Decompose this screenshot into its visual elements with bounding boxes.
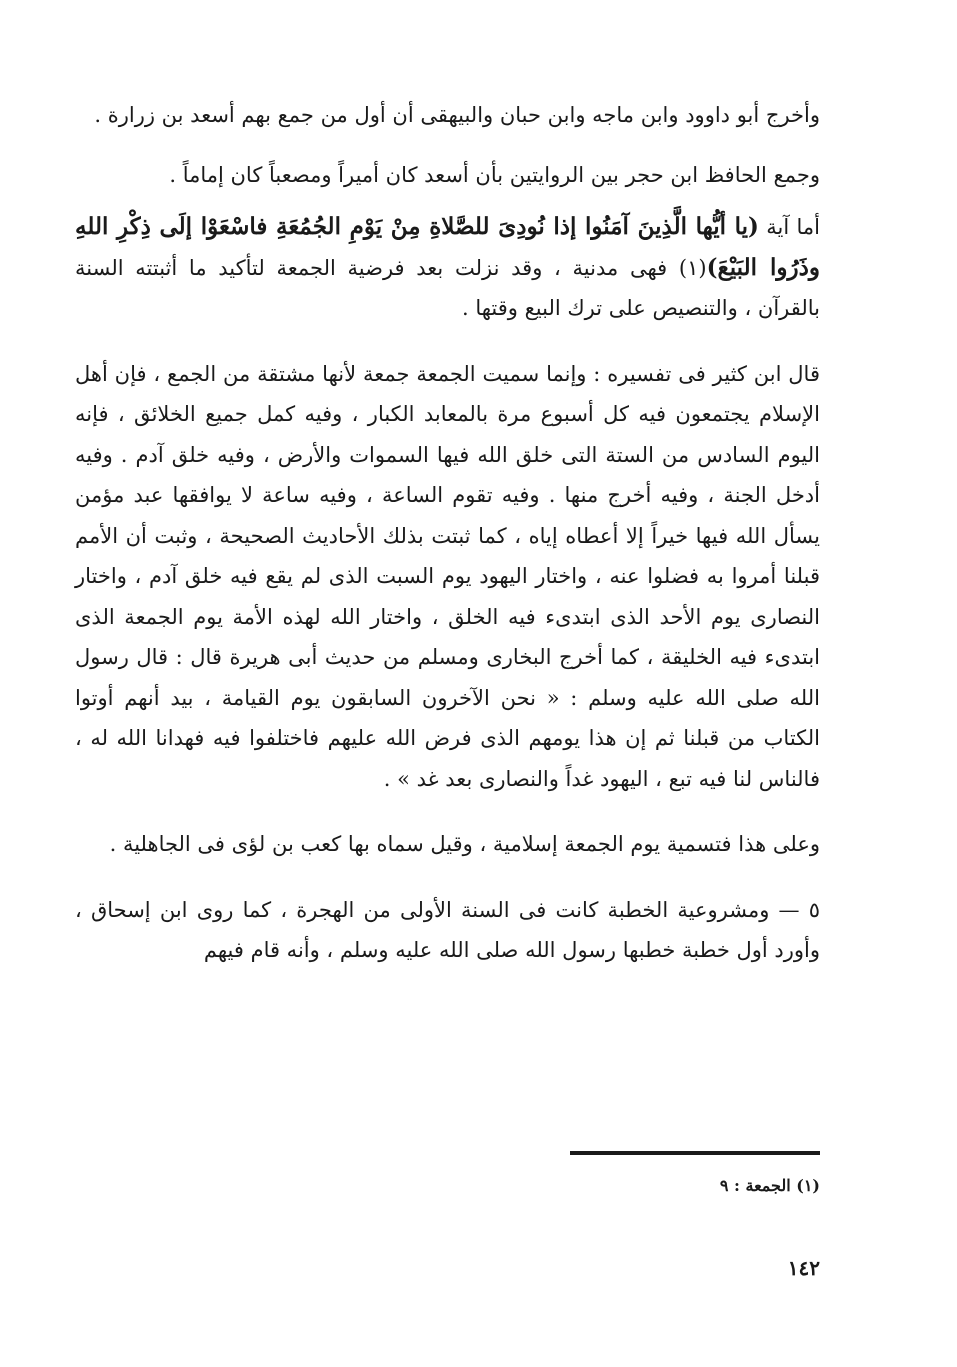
paragraph-sermon-legislation: ٥ — ومشروعية الخطبة كانت فى السنة الأولى من الهجرة ، كما روى ابن إسحاق ، وأورد أول خطبة خطبها رسول الله صلى الله عليه وسلم ، وأنه قام فيهم [75,897,820,962]
paragraph-ayah-of-friday [75,207,820,329]
footnote-separator [570,1151,820,1155]
footnote: (١) الجمعة : ٩ [719,1176,820,1195]
quran-verse: (يا أيُّها الَّذِينَ آمَنُوا إذا نُودِىَ للصَّلاةِ مِنْ يَوْمِ الجُمُعَةِ فاسْعَوْا إلَى ذِكْرِ اللهِ وذَرُوا البَيْعَ) [75,213,820,281]
paragraph-islamic-naming: وعلى هذا فتسمية يوم الجمعة إسلامية ، وقيل سماه بها كعب بن لؤى فى الجاهلية . [109,832,820,856]
paragraph-first-to-lead-friday: وأخرج أبو داوود وابن ماجه وابن حبان والبيهقى أن أول من جمع بهم أسعد بن زرارة . [94,103,820,127]
ayah-commentary-text: فهى مدنية ، وقد نزلت بعد فرضية الجمعة لتأكيد ما أثبتته السنة بالقرآن ، والتنصيص على ترك البيع وقتها . [75,255,820,320]
page-body [75,95,820,971]
paragraph-ibn-kathir-tafsir: قال ابن كثير فى تفسيره : وإنما سميت الجمعة جمعة لأنها مشتقة من الجمع ، فإن أهل الإسلام يجتمعون فيه كل أسبوع مرة بالمعابد الكبار ، وفيه كمل جميع الخلائق ، فإنه اليوم السادس من الستة التى خلق الله فيها السموات والأرض ، وفيه خلق آدم . وفيه أدخل الجنة ، وفيه أخرج منها . وفيه تقوم الساعة ، وفيه ساعة لا يوافقها عبد مؤمن يسأل الله فيها خيراً إلا أعطاه إياه ، كما ثبتت بذلك الأحاديث الصحيحة ، وثبت أن الأمم قبلنا أمروا به فضلوا عنه ، واختار اليهود يوم السبت الذى لم يقع فيه خلق آدم ، واختار النصارى يوم الأحد الذى ابتدىء فيه الخلق ، واختار الله لهذه الأمة يوم الجمعة الذى ابتدىء فيه الخليقة ، كما أخرج البخارى ومسلم من حديث أبى هريرة قال : قال رسول الله صلى الله عليه وسلم : « نحن الآخرون السابقون يوم القيامة ، بيد أنهم أوتوا الكتاب من قبلنا ثم إن هذا يومهم الذى فرض الله عليهم فاختلفوا فيه فهدانا الله له ، فالناس لنا فيه تبع ، اليهود غداً والنصارى بعد غد » . [75,361,820,791]
footnote-reference: (١) [678,255,707,280]
paragraph-ibn-hajar-reconciliation: وجمع الحافظ ابن حجر بين الروايتين بأن أسعد كان أميراً ومصعباً كان إماماً . [169,162,820,187]
page-number: ١٤٢ [787,1256,820,1280]
ayah-lead-text: أما آية [766,215,820,239]
